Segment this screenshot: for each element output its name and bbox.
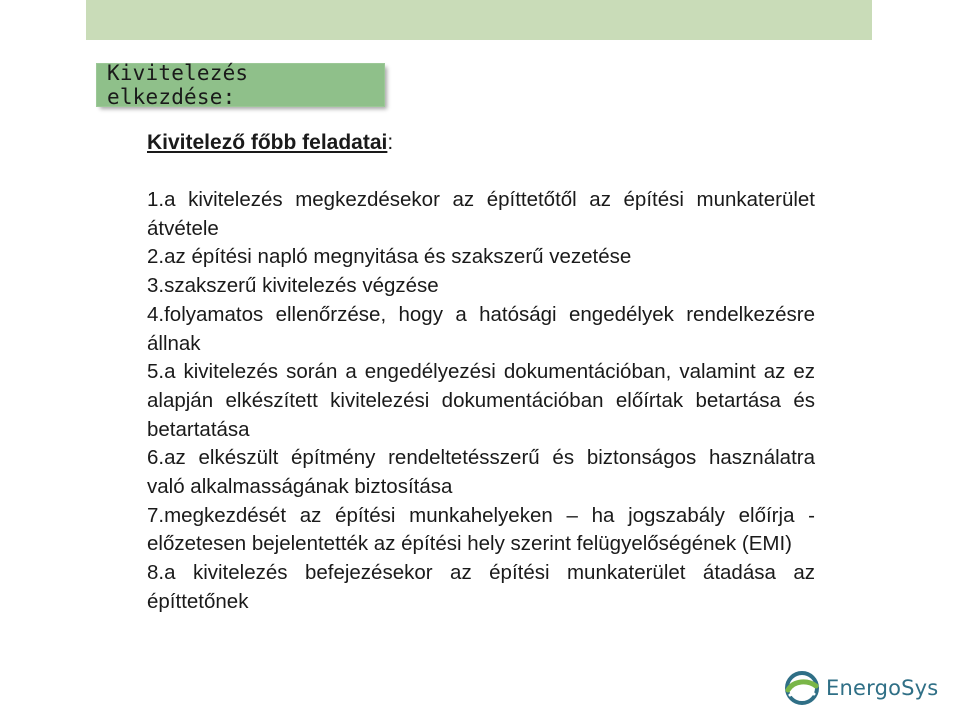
subtitle-text: Kivitelező főbb feladatai (147, 131, 388, 154)
task-item-2: 2.az építési napló megnyitása és szakszerű vezetése (147, 245, 632, 269)
task-item-7: 7.megkezdését az építési munkahelyeken – ha jogszabály előírja - előzetesen bejelentették az építési hely szerint felügyelőségének (EMI) (147, 503, 815, 556)
energosys-logo-icon (782, 670, 822, 706)
task-item-1: 1.a kivitelezés megkezdésekor az építtetőtől az építési munkaterület átvétele (147, 188, 815, 240)
task-item-5: 5.a kivitelezés során a engedélyezési dokumentációban, valamint az ez alapján elkészített kivitelezési dokumentációban előírtak betartása és betartatása (147, 360, 815, 441)
task-item-3: 3.szakszerű kivitelezés végzése (147, 274, 439, 298)
section-subtitle (147, 131, 393, 155)
task-item-8: 8.a kivitelezés befejezésekor az építési munkaterület átadása az építtetőnek (147, 561, 815, 613)
slide-title-box (97, 61, 384, 109)
energosys-logo (782, 667, 938, 709)
logo-text: EnergoSys (826, 676, 939, 700)
top-decorative-band (86, 0, 872, 40)
task-item-6: 6.az elkészült építmény rendeltetésszerű és biztonságos használatra való alkalmasságának biztosítása (147, 446, 815, 499)
task-list (147, 186, 815, 617)
task-item-4: 4.folyamatos ellenőrzése, hogy a hatósági engedélyek rendelkezésre állnak (147, 302, 815, 355)
slide-title: Kivitelezés elkezdése: (107, 61, 249, 109)
subtitle-colon: : (387, 131, 394, 154)
